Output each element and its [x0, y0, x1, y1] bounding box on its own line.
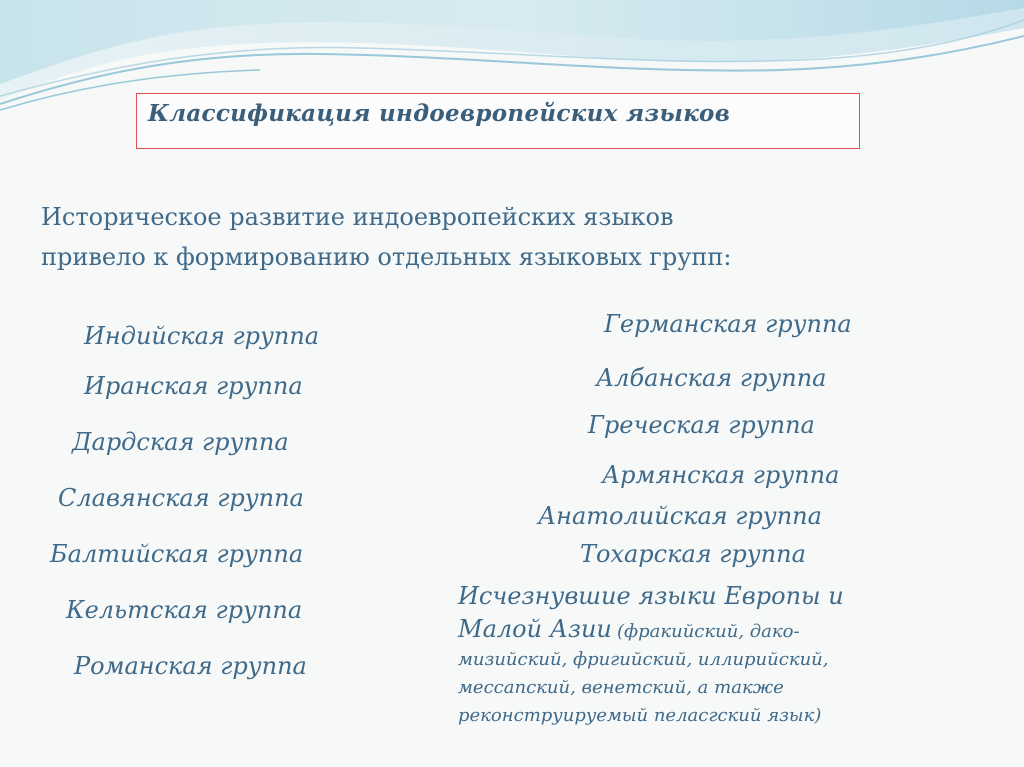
intro-line-1: Историческое развитие индоевропейских языков	[41, 203, 674, 231]
extinct-languages-block	[458, 578, 938, 730]
extinct-line-2-main: Малой Азии	[458, 615, 612, 643]
group-baltic: Балтийская группа	[50, 540, 304, 568]
group-germanic: Германская группа	[604, 310, 852, 338]
group-greek: Греческая группа	[588, 411, 815, 439]
group-tocharian: Тохарская группа	[580, 540, 806, 568]
extinct-line-1: Исчезнувшие языки Европы и	[458, 582, 844, 610]
group-slavic: Славянская группа	[58, 484, 304, 512]
extinct-line-2	[458, 615, 938, 646]
intro-paragraph	[41, 197, 921, 277]
extinct-line-4: мессапский, венетский, а также	[458, 677, 784, 698]
group-iranian: Иранская группа	[84, 372, 303, 400]
extinct-line-2-note: (фракийский, дако-	[616, 621, 800, 642]
group-celtic: Кельтская группа	[66, 596, 303, 624]
group-armenian: Армянская группа	[602, 461, 840, 489]
group-romance: Романская группа	[74, 652, 307, 680]
group-indian: Индийская группа	[84, 322, 320, 350]
group-dardic: Дардская группа	[72, 428, 289, 456]
extinct-line-5: реконструируемый пеласгский язык)	[458, 705, 822, 726]
extinct-line-3: мизийский, фригийский, иллирийский,	[458, 649, 829, 670]
group-albanian: Албанская группа	[596, 364, 827, 392]
intro-line-2: привело к формированию отдельных языковых групп:	[41, 243, 732, 271]
slide-title: Классификация индоевропейских языков	[148, 100, 731, 127]
group-anatolian: Анатолийская группа	[538, 502, 822, 530]
